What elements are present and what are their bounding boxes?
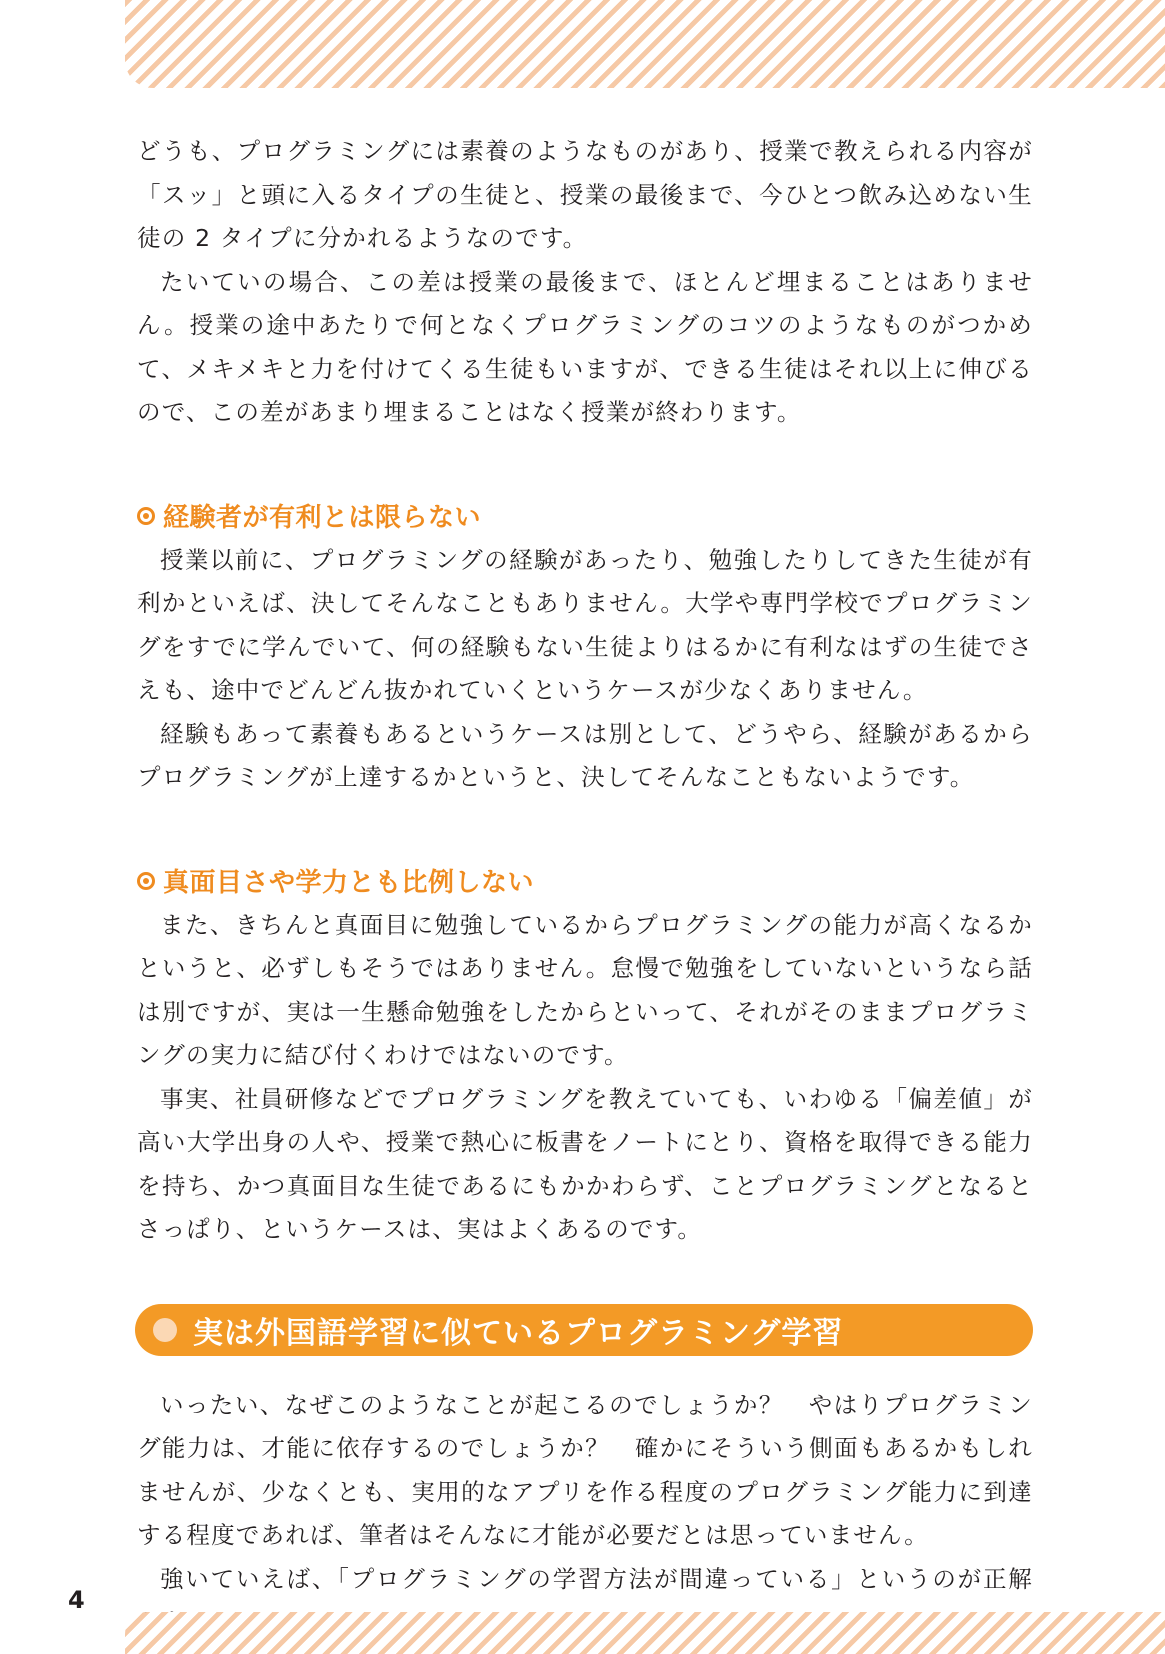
seriousness-paragraph-2: 事実、社員研修などでプログラミングを教えていても、いわゆる「偏差値」が高い大学出身の人や、授業で熱心に板書をノートにとり、資格を取得できる能力を持ち、かつ真面目な生徒であるにもかかわらず、ことプログラミングとなるとさっぱり、というケースは、実はよくあるのです。 [137, 1084, 1033, 1243]
section-heading-text: 実は外国語学習に似ているプログラミング学習 [193, 1315, 844, 1351]
experience-paragraph-2: 経験もあって素養もあるというケースは別として、どうやら、経験があるからプログラミングが上達するかというと、決してそんなこともないようです。 [137, 719, 1033, 791]
section-paragraph-2: 強いていえば、「プログラミングの学習方法が間違っている」というのが正解 [160, 1564, 1033, 1593]
section-dot-icon [153, 1318, 177, 1342]
subheading-experience-text: 経験者が有利とは限らない [163, 503, 482, 533]
section-heading-bar [135, 1304, 1033, 1356]
seriousness-paragraph-1: また、きちんと真面目に勉強しているからプログラミングの能力が高くなるかというと、必ずしもそうではありません。怠慢で勉強をしていないというなら話は別ですが、実は一生懸命勉強をしたからといって、それがそのままプログラミングの実力に結び付くわけではないのです。 [137, 910, 1033, 1069]
page-content [137, 130, 1033, 1645]
experience-paragraph-1: 授業以前に、プログラミングの経験があったり、勉強したりしてきた生徒が有利かといえば、決してそんなこともありません。大学や専門学校でプログラミングをすでに学んでいて、何の経験もない生徒よりはるかに有利なはずの生徒でさえも、途中でどんどん抜かれていくというケースが少なくありません。 [137, 545, 1033, 704]
page-number: 4 [68, 1586, 85, 1614]
subheading-experience [137, 493, 1033, 539]
bottom-stripe-decoration [125, 1612, 1165, 1654]
bullet-circle-icon [137, 507, 155, 525]
bullet-circle-icon [137, 872, 155, 890]
top-stripe-decoration [125, 0, 1165, 88]
intro-paragraph-2: たいていの場合、この差は授業の最後まで、ほとんど埋まることはありません。授業の途中あたりで何となくプログラミングのコツのようなものがつかめて、メキメキと力を付けてくる生徒もいますが、できる生徒はそれ以上に伸びるので、この差があまり埋まることはなく授業が終わります。 [137, 267, 1033, 426]
intro-paragraph-1: どうも、プログラミングには素養のようなものがあり、授業で教えられる内容が「スッ」と頭に入るタイプの生徒と、授業の最後まで、今ひとつ飲み込めない生徒の 2 タイプに分かれるようなのです。 [137, 137, 1033, 252]
section-paragraph-1: いったい、なぜこのようなことが起こるのでしょうか？ やはりプログラミング能力は、才能に依存するのでしょうか？ 確かにそういう側面もあるかもしれませんが、少なくとも、実用的なアプリを作る程度のプログラミング能力に到達する程度であれば、筆者はそんなに才能が必要だとは思っていません。 [137, 1390, 1033, 1549]
subheading-seriousness [137, 858, 1033, 904]
subheading-seriousness-text: 真面目さや学力とも比例しない [163, 868, 535, 898]
